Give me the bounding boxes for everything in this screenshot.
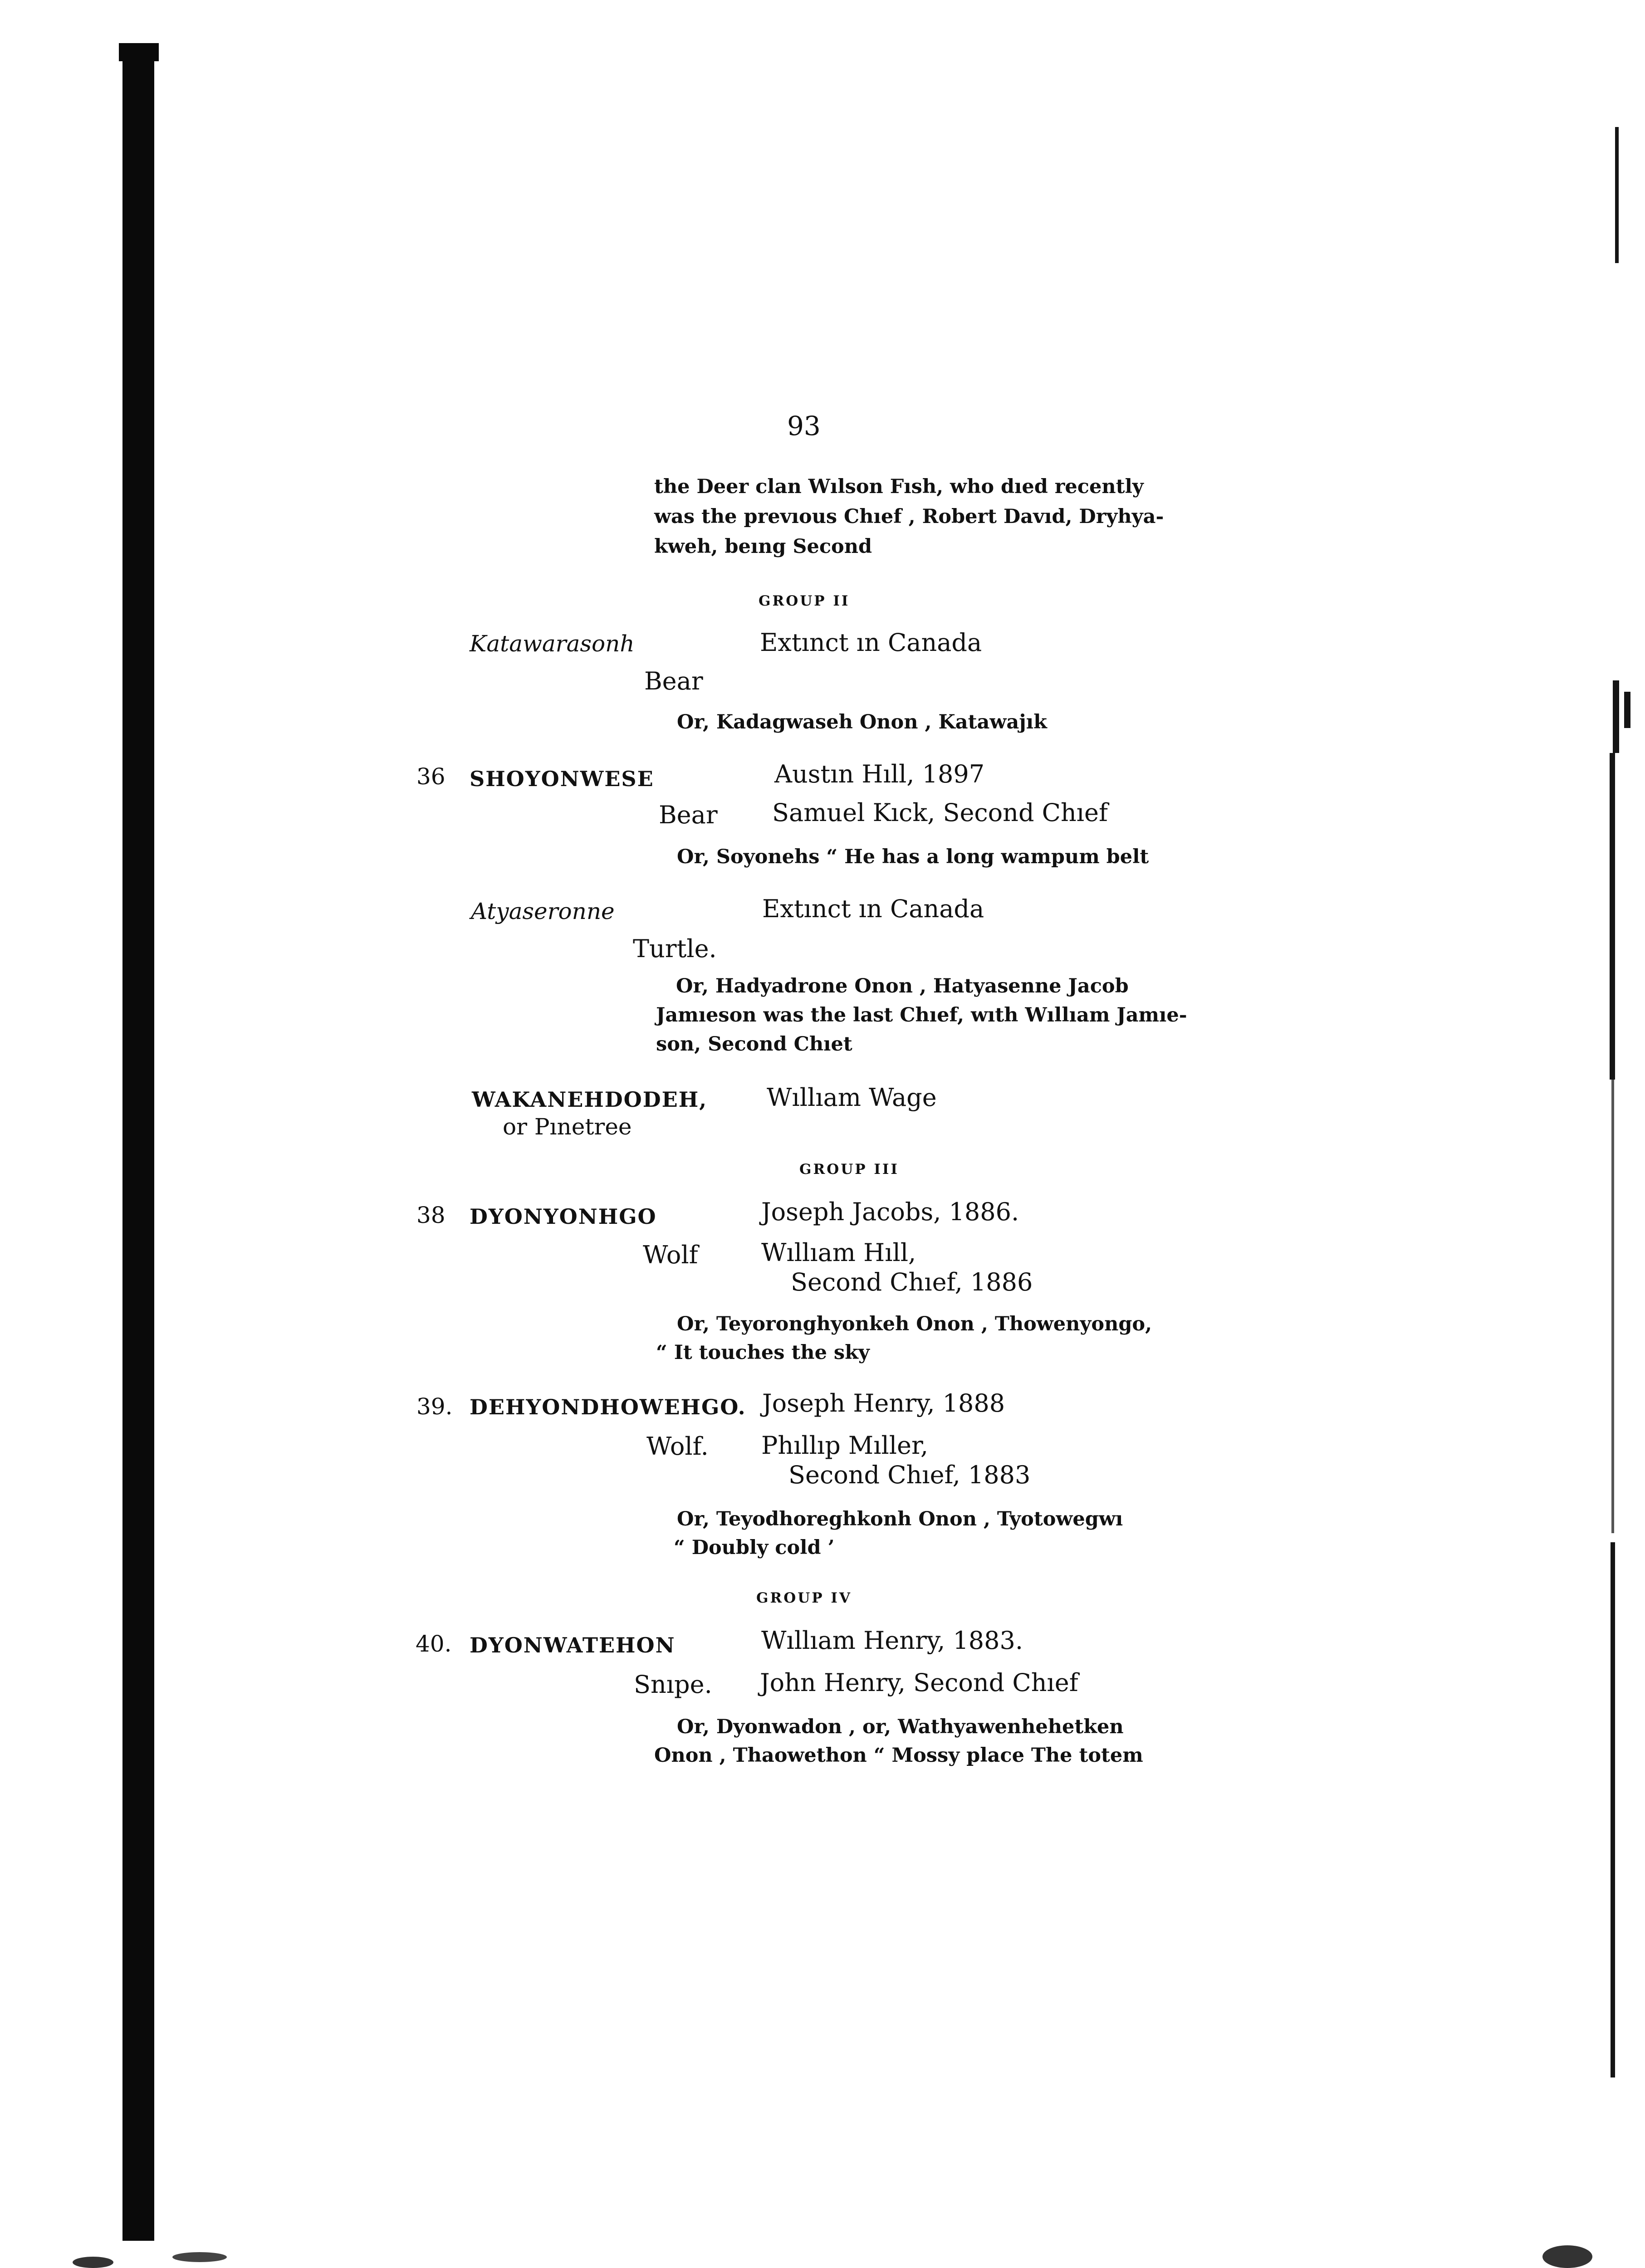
- right-page-edge-mark: [1611, 1542, 1615, 2077]
- bottom-corner-noise: [1542, 2245, 1592, 2268]
- entry-note-atyaseronne-2: Jamıeson was the last Chıef, wıth Wıllıam Jamıe-: [656, 1004, 1187, 1026]
- entry-clan-dyonyonhgo: Wolf: [643, 1241, 698, 1269]
- bottom-corner-noise: [73, 2257, 113, 2268]
- entry-note-katawarasonh: Or, Kadagwaseh Onon , Katawajık: [677, 711, 1047, 733]
- group-heading-4: GROUP IV: [756, 1590, 852, 1606]
- entry-note-dyonyonhgo-1: Or, Teyoronghyonkeh Onon , Thowenyongo,: [677, 1313, 1152, 1335]
- entry-number-dyonwatehon: 40.: [416, 1631, 452, 1657]
- entry-second-shoyonwese: Samuel Kıck, Second Chıef: [772, 798, 1108, 827]
- entry-clan-dyonwatehon: Snıpe.: [634, 1670, 712, 1699]
- entry-second-dehyondhowehgo-1: Phıllıp Mıller,: [761, 1431, 929, 1460]
- entry-name-dehyondhowehgo: DEHYONDHOWEHGO.: [470, 1395, 746, 1419]
- entry-name-wakanehdodeh: WAKANEHDODEH,: [472, 1087, 708, 1112]
- right-page-edge-mark: [1624, 692, 1630, 728]
- entry-note-dehyondhowehgo-2: “ Doubly cold ’: [674, 1536, 835, 1559]
- entry-holder-wakanehdodeh: Wıllıam Wage: [767, 1083, 937, 1112]
- entry-holder-dehyondhowehgo: Joseph Henry, 1888: [762, 1389, 1005, 1418]
- entry-holder-dyonwatehon: Wıllıam Henry, 1883.: [761, 1626, 1023, 1655]
- entry-note-shoyonwese: Or, Soyonehs “ He has a long wampum belt: [677, 846, 1149, 868]
- right-page-edge-mark: [1611, 1080, 1614, 1533]
- entry-note-dehyondhowehgo-1: Or, Teyodhoreghkonh Onon , Tyotowegwı: [677, 1508, 1123, 1530]
- entry-number-dyonyonhgo: 38: [416, 1202, 446, 1228]
- entry-holder-shoyonwese: Austın Hıll, 1897: [774, 760, 985, 788]
- entry-name-dyonwatehon: DYONWATEHON: [470, 1633, 676, 1657]
- entry-name-shoyonwese: SHOYONWESE: [470, 767, 654, 791]
- page-number: 93: [787, 411, 821, 441]
- entry-note-atyaseronne-3: son, Second Chıet: [656, 1033, 852, 1056]
- entry-clan-atyaseronne: Turtle.: [633, 934, 717, 963]
- intro-line-3: kweh, beıng Second: [654, 535, 872, 558]
- entry-alias-wakanehdodeh: or Pınetree: [503, 1114, 632, 1140]
- entry-name-katawarasonh: Katawarasonh: [470, 631, 635, 657]
- entry-note-dyonyonhgo-2: “ It touches the sky: [656, 1341, 870, 1364]
- entry-name-dyonyonhgo: DYONYONHGO: [470, 1204, 657, 1229]
- entry-second-dyonyonhgo-2: Second Chıef, 1886: [791, 1268, 1033, 1296]
- bottom-corner-noise: [172, 2252, 227, 2262]
- group-heading-3: GROUP III: [799, 1161, 899, 1178]
- entry-clan-katawarasonh: Bear: [644, 667, 703, 695]
- entry-second-dyonwatehon: John Henry, Second Chıef: [760, 1668, 1078, 1697]
- entry-name-atyaseronne: Atyaseronne: [471, 898, 615, 924]
- entry-note-atyaseronne-1: Or, Hadyadrone Onon , Hatyasenne Jacob: [676, 975, 1129, 997]
- book-spine: [122, 45, 154, 2241]
- entry-clan-dehyondhowehgo: Wolf.: [646, 1432, 709, 1461]
- intro-line-2: was the prevıous Chıef , Robert Davıd, Dryhya-: [654, 505, 1164, 528]
- entry-clan-shoyonwese: Bear: [659, 801, 718, 829]
- entry-note-dyonwatehon-2: Onon , Thaowethon “ Mossy place The totem: [654, 1744, 1143, 1767]
- right-page-edge-mark: [1615, 127, 1619, 263]
- entry-note-dyonwatehon-1: Or, Dyonwadon , or, Wathyawenhehetken: [677, 1716, 1124, 1738]
- entry-holder-dyonyonhgo: Joseph Jacobs, 1886.: [761, 1198, 1019, 1226]
- entry-number-dehyondhowehgo: 39.: [416, 1393, 453, 1420]
- entry-status-katawarasonh: Extınct ın Canada: [760, 628, 982, 657]
- entry-number-shoyonwese: 36: [416, 763, 446, 790]
- group-heading-2: GROUP II: [759, 593, 850, 609]
- entry-second-dehyondhowehgo-2: Second Chıef, 1883: [788, 1461, 1031, 1489]
- right-page-edge-mark: [1613, 680, 1619, 753]
- entry-status-atyaseronne: Extınct ın Canada: [762, 894, 984, 923]
- entry-second-dyonyonhgo-1: Wıllıam Hıll,: [761, 1238, 916, 1267]
- right-page-edge-mark: [1610, 753, 1615, 1080]
- intro-line-1: the Deer clan Wılson Fısh, who dıed recently: [654, 475, 1144, 498]
